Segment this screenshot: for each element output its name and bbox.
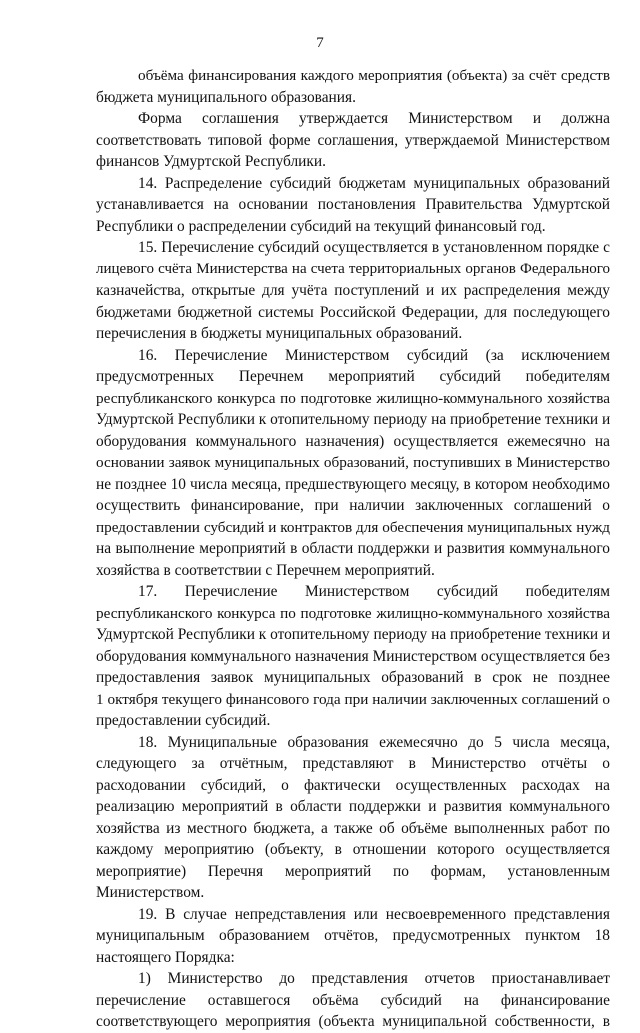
text-line: перечисление оставшегося объёма субсидий на финансирование [96,991,610,1009]
text-line: предусмотренных Перечнем мероприятий субсидий победителям [96,368,610,385]
text-line: настоящего Порядка: [96,948,235,966]
text-line: объёма финансирования каждого мероприятия (объекта) за счёт средств [138,67,610,84]
text-line: республиканского конкурса по подготовке жилищно-коммунального хозяйства [96,389,610,407]
text-line: предоставления заявок муниципальных образований в срок не позднее [96,669,610,686]
text-line: не позднее 10 числа месяца, предшествующего месяцу, в котором необходимо [96,475,610,493]
text-line: бюджета муниципального образования. [96,88,356,106]
text-line: осуществить финансирование, при наличии заключенных соглашений о [96,497,610,514]
text-line: предоставлении субсидий. [96,712,271,729]
text-line: соответствовать типовой форме соглашения, утверждаемой Министерством [96,131,610,149]
text-line: Республики о распределении субсидий на текущий финансовый год. [96,217,546,235]
text-line: хозяйства в соответствии с Перечнем мероприятий. [96,561,435,579]
text-line: 14. Распределение субсидий бюджетам муниципальных образований [138,174,610,192]
text-line: Форма соглашения утверждается Министерством и должна [138,110,610,127]
page-number: 7 [316,35,324,51]
text-line: мероприятие) Перечня мероприятий по формам, установленным [96,862,610,880]
document-body [96,65,610,1033]
text-line: финансов Удмуртской Республики. [96,153,326,170]
text-line: бюджетами бюджетной системы Российской Федерации, для последующего [96,303,610,321]
text-line: Удмуртской Республики к отопительному периоду на приобретение техники и [96,411,610,428]
text-line: 19. В случае непредставления или несвоевременного представления [138,905,610,923]
text-line: устанавливается на основании постановления Правительства Удмуртской [96,196,610,213]
text-line: 15. Перечисление субсидий осуществляется в установленном порядке с [138,239,610,256]
text-line: каждому мероприятию (объекту, в отношении которого осуществляется [96,841,610,858]
text-line: оборудования коммунального назначения) осуществляется ежемесячно на [96,432,610,450]
text-line: реализацию мероприятий в области поддержки и развития коммунального [96,798,610,815]
text-line: лицевого счёта Министерства на счета территориальных органов Федерального [96,260,610,277]
text-line: расходовании субсидий, о фактически осуществленных расходах на [96,776,610,794]
text-line: основании заявок муниципальных образований, поступивших в Министерство [96,454,610,471]
text-line: 1 октября текущего финансового года при наличии заключенных соглашений о [96,690,610,708]
text-line: 1) Министерство до представления отчетов приостанавливает [138,970,610,987]
text-line: муниципальным образованием отчётов, предусмотренных пунктом 18 [96,927,610,944]
text-line: на выполнение мероприятий в области поддержки и развития коммунального [96,540,610,557]
text-line: казначейства, открытые для учёта поступлений и их распределения между [96,282,610,299]
text-line: республиканского конкурса по подготовке жилищно-коммунального хозяйства [96,604,610,622]
text-line: 18. Муниципальные образования ежемесячно до 5 числа месяца, [138,733,610,751]
text-line: 16. Перечисление Министерством субсидий (за исключением [138,346,610,364]
text-line: предоставлении субсидий и контрактов для обеспечения муниципальных нужд [96,518,610,536]
text-line: Министерством. [96,884,205,901]
text-line: хозяйства из местного бюджета, а также об объёме выполненных работ по [96,819,610,837]
text-line: 17. Перечисление Министерством субсидий победителям [138,583,610,600]
text-line: Удмуртской Республики к отопительному периоду на приобретение техники и [96,626,610,643]
text-line: соответствующего мероприятия (объекта муниципальной собственности, в [96,1013,610,1030]
text-line: перечисления в бюджеты муниципальных образований. [96,325,463,342]
text-line: оборудования коммунального назначения Министерством осуществляется без [96,647,610,665]
text-line: следующего за отчётным, представляют в Министерство отчёты о [96,755,610,772]
